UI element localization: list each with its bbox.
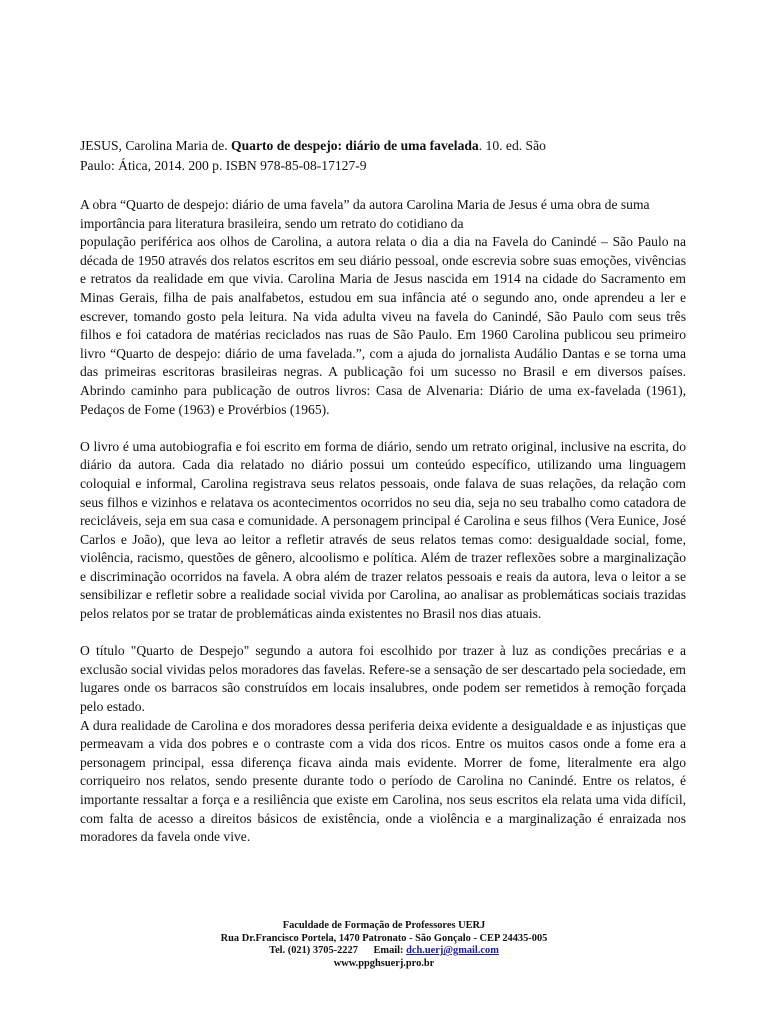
paragraph-2: O livro é uma autobiografia e foi escrito em forma de diário, sendo um retrato original, inclusive na escrita, do diário da autora. Cada dia relatado no diário possui um conteúdo específico, utilizando uma linguagem coloquial e informal, Carolina registrava seus relatos pessoais, onde falava de suas relações, da relação com seus filhos e vizinhos e relatava os acontecimentos ocorridos no seu dia, seja no seu trabalho como catadora de recicláveis, seja em sua casa e comunidade. A personagem principal é Carolina e seus filhos (Vera Eunice, José Carlos e João), que leva ao leitor a refletir através de seus relatos temas como: desigualdade social, fome, violência, racismo, questões de gênero, alcoolismo e política. Além de trazer reflexões sobre a marginalização e discriminação ocorridos na favela. A obra além de trazer relatos pessoais e reais da autora, leva o leitor a se sensibilizar e refletir sobre a realidade social vivida por Carolina, ao analisar as problemáticas sociais trazidas pelos relatos por se tratar de problemáticas ainda existentes no Brasil nos dias atuais. <box>80 438 686 622</box>
footer-address: Rua Dr.Francisco Portela, 1470 Patronato - São Gonçalo - CEP 24435-005 <box>220 932 548 944</box>
citation-author: JESUS, Carolina Maria de. <box>80 138 232 153</box>
footer-institution: Faculdade de Formação de Professores UERJ <box>282 920 486 931</box>
paragraph-4: A dura realidade de Carolina e dos moradores dessa periferia deixa evidente a desigualdade e as injustiças que permeavam a vida dos pobres e o contraste com a vida dos ricos. Entre os muitos casos onde a fome era a personagem principal, essa diferença ficava ainda mais evidente. Morrer de fome, literalmente era algo corriqueiro nos relatos, sendo presente durante todo o período de Carolina no Canindé. Entre os relatos, é importante ressaltar a força e a resiliência que existe em Carolina, nos seus escritos ela relata uma vida difícil, com falta de acesso a direitos básicos de existência, onde a violência e a marginalização é enraizada nos moradores da favela onde vive. <box>80 717 686 845</box>
citation-title: Quarto de despejo: diário de uma favelada <box>231 138 479 153</box>
citation-line-2: Paulo: Ática, 2014. 200 p. ISBN 978-85-08-17127-9 <box>80 158 367 173</box>
footer-email-label: Email: <box>373 945 404 957</box>
document-body <box>80 136 686 847</box>
paragraph-gap <box>80 419 686 438</box>
paragraph-1-first-line: A obra “Quarto de despejo: diário de uma favela” da autora Carolina Maria de Jesus é uma obra de suma importância para literatura brasileira, sendo um retrato do cotidiano da <box>80 197 650 231</box>
footer-email-link[interactable]: dch.uerj@gmail.com <box>406 945 499 957</box>
page-footer <box>0 920 768 970</box>
paragraph-3: O título "Quarto de Despejo" segundo a autora foi escolhido por trazer à luz as condições precárias e a exclusão social vividas pelos moradores das favelas. Refere-se a sensação de ser descartado pela sociedade, em lugares onde os barracos são construídos em locais insalubres, onde podem ser remetidos à remoção forçada pelo estado. <box>80 643 686 715</box>
citation-line-1 <box>80 136 686 156</box>
footer-phone: Tel. (021) 3705-2227 <box>269 945 358 957</box>
bibliographic-citation <box>80 136 686 176</box>
footer-contact <box>0 945 768 958</box>
footer-website: www.ppghsuerj.pro.br <box>333 957 435 969</box>
paragraph-gap <box>80 624 686 643</box>
citation-edition: . 10. ed. São <box>478 138 546 153</box>
paragraph-1-body: população periférica aos olhos de Carolina, a autora relata o dia a dia na Favela do Canindé – São Paulo na década de 1950 através dos relatos escritos em seu diário pessoal, onde escrevia sobre suas emoções, vivências e retratos da realidade em que vivia. Carolina Maria de Jesus nascida em 1914 na cidade do Sacramento em Minas Gerais, filha de pais analfabetos, estudou em sua infância até o segundo ano, onde aprendeu a ler e escrever, tomando gosto pela leitura. Na vida adulta viveu na favela do Canindé, São Paulo com seus três filhos e foi catadora de matérias reciclados nas ruas de São Paulo. Em 1960 Carolina publicou seu primeiro livro “Quarto de despejo: diário de uma favelada.”, com a ajuda do jornalista Audálio Dantas e se torna uma das primeiras escritoras brasileiras negras. A publicação foi um sucesso no Brasil e em diversos países. Abrindo caminho para publicação de outros livros: Casa de Alvenaria: Diário de uma ex-favelada (1961), Pedaços de Fome (1963) e Provérbios (1965). <box>80 234 686 417</box>
paragraph-1 <box>80 196 686 419</box>
